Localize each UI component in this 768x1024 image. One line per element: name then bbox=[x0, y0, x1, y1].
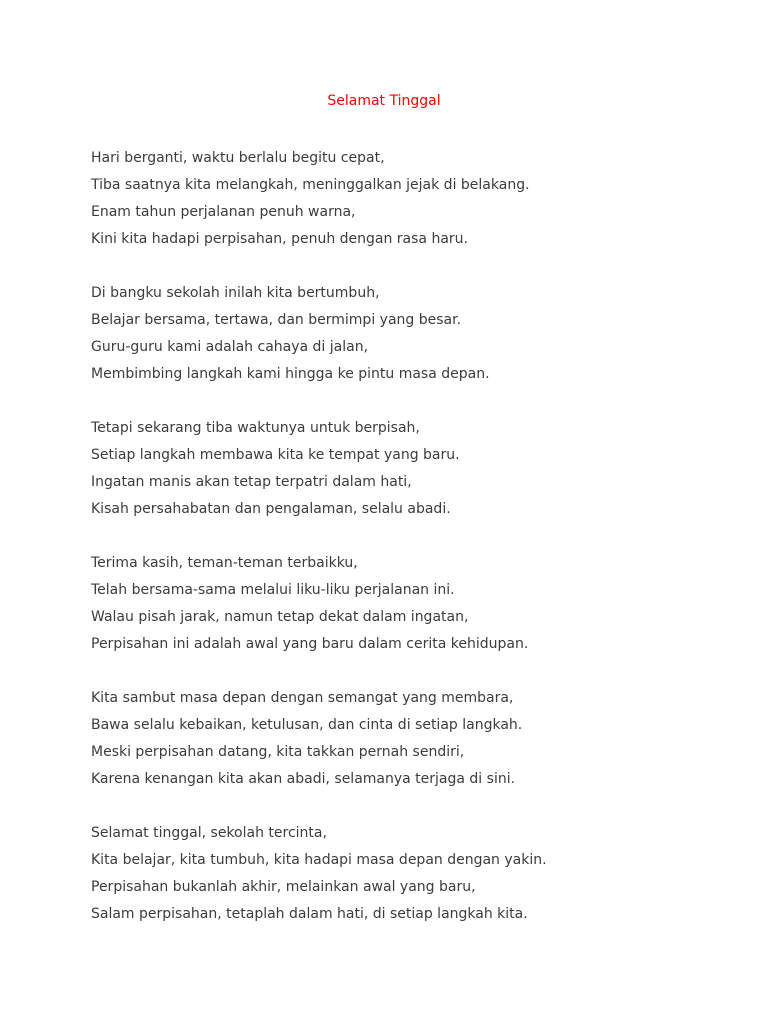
poem-line: Ingatan manis akan tetap terpatri dalam hati, bbox=[91, 474, 412, 490]
poem-line: Setiap langkah membawa kita ke tempat yang baru. bbox=[91, 447, 460, 463]
stanza-3 bbox=[91, 415, 731, 523]
poem-line: Tetapi sekarang tiba waktunya untuk berpisah, bbox=[91, 420, 420, 436]
poem-line: Terima kasih, teman-teman terbaikku, bbox=[91, 555, 358, 571]
poem-line: Guru-guru kami adalah cahaya di jalan, bbox=[91, 339, 369, 355]
poem-line: Perpisahan ini adalah awal yang baru dalam cerita kehidupan. bbox=[91, 636, 529, 652]
poem-line: Enam tahun perjalanan penuh warna, bbox=[91, 204, 356, 220]
poem-title: Selamat Tinggal bbox=[327, 93, 441, 109]
poem-line: Meski perpisahan datang, kita takkan pernah sendiri, bbox=[91, 744, 465, 760]
poem-line: Bawa selalu kebaikan, ketulusan, dan cinta di setiap langkah. bbox=[91, 717, 523, 733]
poem-line: Kisah persahabatan dan pengalaman, selalu abadi. bbox=[91, 501, 451, 517]
poem-body bbox=[91, 145, 731, 955]
poem-line: Telah bersama-sama melalui liku-liku perjalanan ini. bbox=[91, 582, 455, 598]
poem-line: Karena kenangan kita akan abadi, selamanya terjaga di sini. bbox=[91, 771, 516, 787]
poem-line: Perpisahan bukanlah akhir, melainkan awal yang baru, bbox=[91, 879, 476, 895]
poem-line: Kita belajar, kita tumbuh, kita hadapi masa depan dengan yakin. bbox=[91, 852, 547, 868]
poem-line: Walau pisah jarak, namun tetap dekat dalam ingatan, bbox=[91, 609, 469, 625]
stanza-2 bbox=[91, 280, 731, 388]
poem-line: Hari berganti, waktu berlalu begitu cepat, bbox=[91, 150, 385, 166]
poem-line: Tiba saatnya kita melangkah, meninggalkan jejak di belakang. bbox=[91, 177, 530, 193]
poem-line: Kini kita hadapi perpisahan, penuh dengan rasa haru. bbox=[91, 231, 468, 247]
stanza-1 bbox=[91, 145, 731, 253]
stanza-4 bbox=[91, 550, 731, 658]
stanza-5 bbox=[91, 685, 731, 793]
poem-line: Di bangku sekolah inilah kita bertumbuh, bbox=[91, 285, 380, 301]
poem-line: Membimbing langkah kami hingga ke pintu masa depan. bbox=[91, 366, 490, 382]
poem-line: Selamat tinggal, sekolah tercinta, bbox=[91, 825, 327, 841]
stanza-6 bbox=[91, 820, 731, 928]
poem-line: Belajar bersama, tertawa, dan bermimpi yang besar. bbox=[91, 312, 462, 328]
poem-line: Kita sambut masa depan dengan semangat yang membara, bbox=[91, 690, 514, 706]
poem-line: Salam perpisahan, tetaplah dalam hati, di setiap langkah kita. bbox=[91, 906, 528, 922]
